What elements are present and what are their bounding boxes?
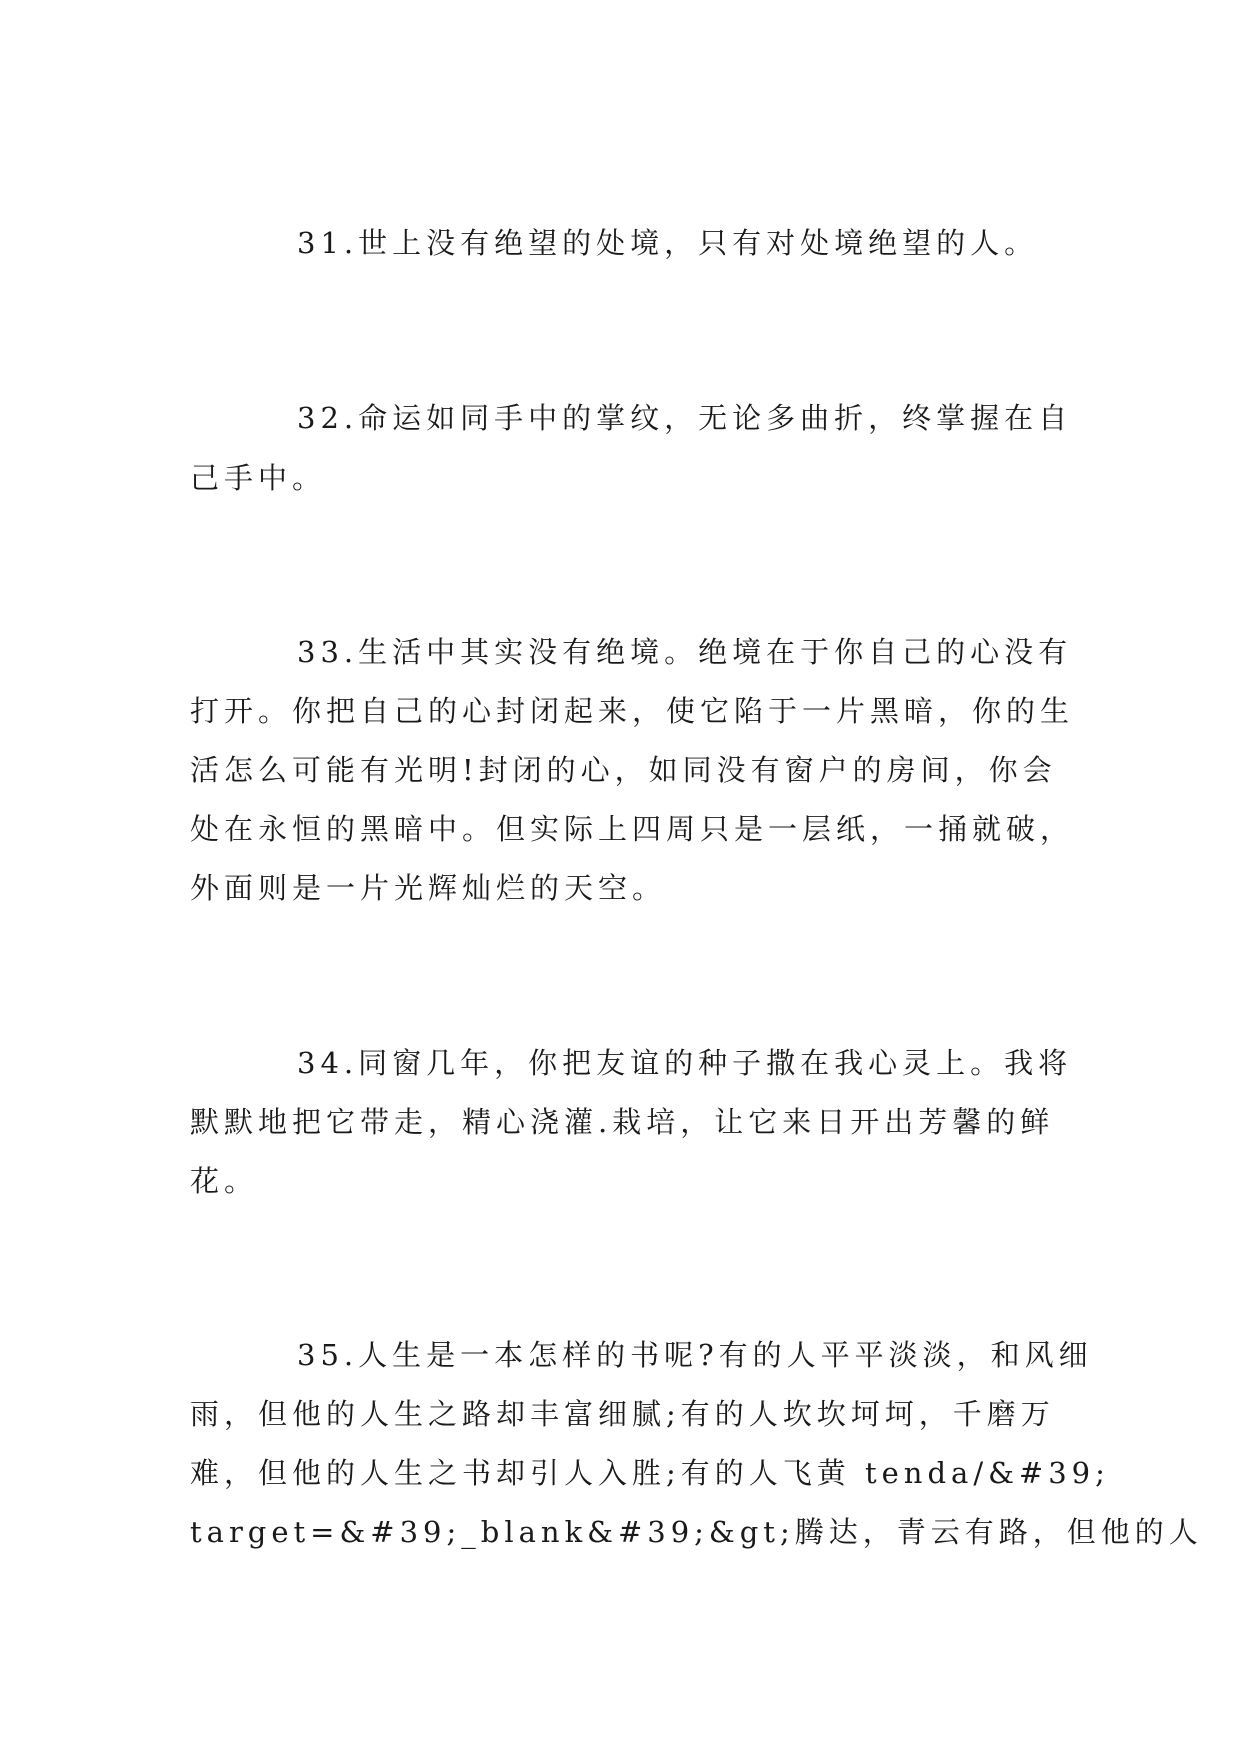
paragraph-34-line-3: 花。 [190, 1164, 259, 1198]
paragraph-32-line-2: 己手中。 [190, 461, 327, 495]
paragraph-33-line-1: 33.生活中其实没有绝境。绝境在于你自己的心没有 [297, 635, 1073, 669]
paragraph-35-line-3: 难，但他的人生之书却引人入胜;有的人飞黄 tenda/&#39; [190, 1456, 1110, 1490]
paragraph-35-line-4: target=&#39;_blank&#39;&gt;腾达，青云有路，但他的人 [190, 1515, 1203, 1549]
paragraph-32-line-1: 32.命运如同手中的掌纹，无论多曲折，终掌握在自 [297, 401, 1073, 435]
paragraph-31-line-1: 31.世上没有绝望的处境，只有对处境绝望的人。 [297, 226, 1039, 260]
paragraph-35-line-1: 35.人生是一本怎样的书呢?有的人平平淡淡，和风细 [297, 1338, 1093, 1372]
paragraph-35-line-2: 雨，但他的人生之路却丰富细腻;有的人坎坎坷坷，千磨万 [190, 1397, 1055, 1431]
paragraph-34-line-2: 默默地把它带走，精心浇灌.栽培，让它来日开出芳馨的鲜 [190, 1105, 1055, 1139]
paragraph-33-line-5: 外面则是一片光辉灿烂的天空。 [190, 871, 667, 905]
paragraph-33-line-2: 打开。你把自己的心封闭起来，使它陷于一片黑暗，你的生 [190, 694, 1075, 728]
paragraph-33-line-3: 活怎么可能有光明!封闭的心，如同没有窗户的房间，你会 [190, 753, 1057, 787]
paragraph-33-line-4: 处在永恒的黑暗中。但实际上四周只是一层纸，一捅就破， [190, 812, 1075, 846]
paragraph-34-line-1: 34.同窗几年，你把友谊的种子撒在我心灵上。我将 [297, 1046, 1073, 1080]
